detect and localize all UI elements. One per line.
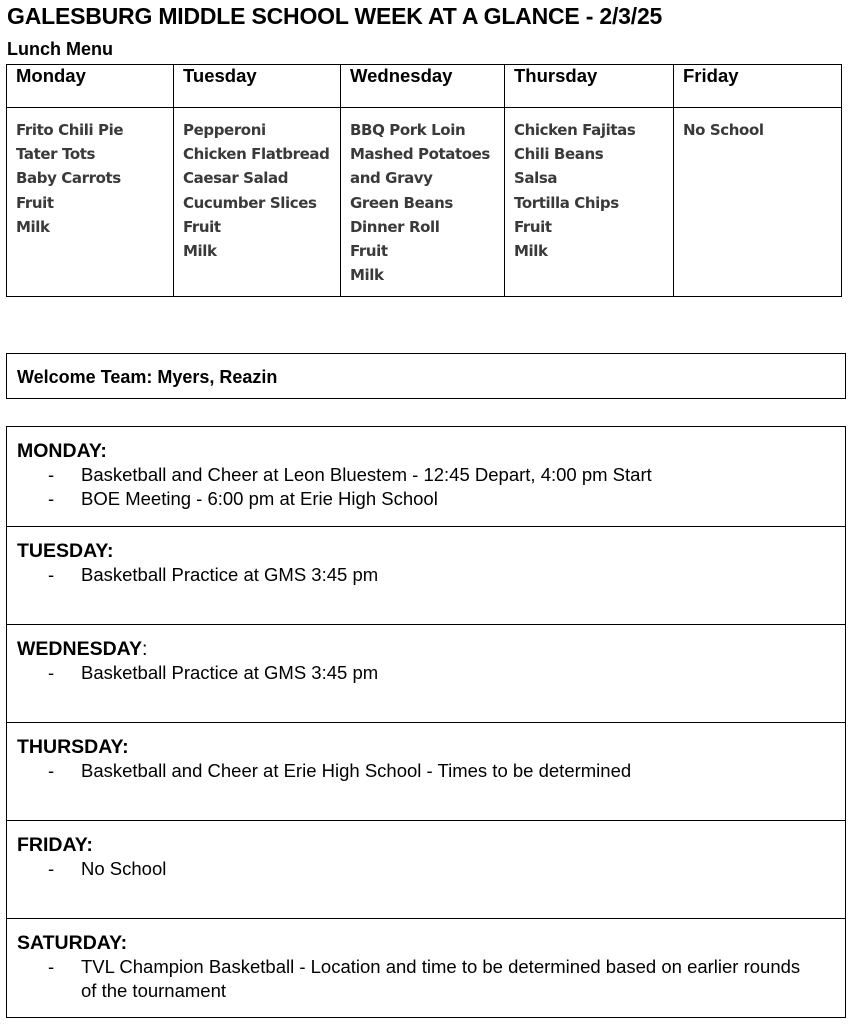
menu-item: BBQ Pork Loin bbox=[350, 121, 466, 139]
menu-item: Fruit bbox=[350, 241, 388, 260]
schedule-item bbox=[17, 463, 835, 487]
day-heading: FRIDAY: bbox=[17, 834, 93, 856]
lunch-items-row bbox=[7, 108, 842, 297]
menu-item: Fruit bbox=[514, 217, 552, 236]
bullet-dash: - bbox=[48, 464, 55, 485]
lunch-header-row bbox=[7, 65, 842, 108]
day-heading: MONDAY: bbox=[17, 440, 107, 462]
bullet-dash: - bbox=[48, 488, 55, 509]
day-heading-colon: : bbox=[141, 638, 148, 660]
menu-item: Fruit bbox=[16, 193, 54, 212]
day-heading: SATURDAY: bbox=[17, 932, 128, 954]
menu-item: Frito Chili Pie bbox=[16, 121, 124, 139]
menu-item: Fruit bbox=[183, 217, 221, 236]
schedule-day-saturday bbox=[7, 918, 845, 1017]
menu-item: Green Beans bbox=[350, 193, 453, 212]
lunch-day-header: Tuesday bbox=[174, 65, 341, 108]
schedule-day-thursday bbox=[7, 722, 845, 820]
day-heading: TUESDAY: bbox=[17, 540, 114, 562]
menu-item: Caesar Salad bbox=[183, 169, 289, 188]
menu-item: Dinner Roll bbox=[350, 217, 440, 236]
menu-item: Chicken Flatbread bbox=[183, 145, 330, 164]
menu-item: Chili Beans bbox=[514, 145, 604, 164]
schedule-item bbox=[17, 857, 835, 881]
schedule-item-text: Basketball Practice at GMS 3:45 pm bbox=[81, 564, 379, 585]
menu-item: Chicken Fajitas bbox=[514, 121, 636, 139]
lunch-cell-wednesday bbox=[341, 108, 505, 297]
schedule-item bbox=[17, 955, 835, 1003]
menu-item: Milk bbox=[350, 266, 384, 285]
weekly-schedule bbox=[6, 426, 846, 1018]
schedule-day-friday bbox=[7, 820, 845, 918]
schedule-item bbox=[17, 487, 835, 511]
schedule-item-text: Basketball Practice at GMS 3:45 pm bbox=[81, 662, 379, 683]
day-heading bbox=[17, 637, 835, 661]
menu-item: Pepperoni bbox=[183, 121, 266, 139]
menu-item: Tortilla Chips bbox=[514, 193, 619, 212]
menu-item: Tater Tots bbox=[16, 145, 96, 164]
schedule-item bbox=[17, 661, 835, 685]
bullet-dash: - bbox=[48, 662, 55, 683]
welcome-team-box: Welcome Team: Myers, Reazin bbox=[6, 353, 846, 399]
menu-item: Salsa bbox=[514, 169, 558, 188]
schedule-item-text: Basketball and Cheer at Leon Bluestem - 12:45 Depart, 4:00 pm Start bbox=[81, 464, 652, 485]
menu-item: Milk bbox=[514, 241, 548, 260]
lunch-day-header: Friday bbox=[674, 65, 842, 108]
schedule-item-text: BOE Meeting - 6:00 pm at Erie High School bbox=[81, 488, 438, 509]
lunch-cell-friday bbox=[674, 108, 842, 297]
lunch-menu-heading: Lunch Menu bbox=[7, 39, 113, 59]
menu-item: Mashed Potatoes bbox=[350, 145, 490, 164]
lunch-cell-monday bbox=[7, 108, 174, 297]
schedule-item bbox=[17, 563, 835, 587]
bullet-dash: - bbox=[48, 858, 55, 879]
schedule-day-wednesday bbox=[7, 624, 845, 722]
menu-item: No School bbox=[683, 121, 764, 139]
menu-item: Milk bbox=[16, 217, 50, 236]
lunch-day-header: Thursday bbox=[505, 65, 674, 108]
menu-item: Baby Carrots bbox=[16, 169, 121, 188]
bullet-dash: - bbox=[48, 564, 55, 585]
schedule-item bbox=[17, 759, 835, 783]
schedule-day-tuesday bbox=[7, 526, 845, 624]
menu-item: Milk bbox=[183, 241, 217, 260]
lunch-cell-tuesday bbox=[174, 108, 341, 297]
bullet-dash: - bbox=[48, 956, 55, 977]
schedule-item-text: Basketball and Cheer at Erie High School - Times to be determined bbox=[81, 760, 632, 781]
lunch-day-header: Monday bbox=[7, 65, 174, 108]
day-heading: THURSDAY: bbox=[17, 736, 129, 758]
schedule-day-monday bbox=[7, 427, 845, 526]
schedule-item-text: TVL Champion Basketball - Location and time to be determined based on earlier rounds of the tournament bbox=[81, 956, 801, 1001]
day-heading-text: WEDNESDAY bbox=[17, 638, 142, 660]
menu-item: Cucumber Slices bbox=[183, 193, 317, 212]
bullet-dash: - bbox=[48, 760, 55, 781]
schedule-item-text: No School bbox=[81, 858, 167, 879]
lunch-day-header: Wednesday bbox=[341, 65, 505, 108]
lunch-cell-thursday bbox=[505, 108, 674, 297]
menu-item: and Gravy bbox=[350, 169, 433, 188]
page-title: GALESBURG MIDDLE SCHOOL WEEK AT A GLANCE - 2/3/25 bbox=[7, 3, 663, 29]
lunch-menu-table bbox=[6, 64, 842, 297]
